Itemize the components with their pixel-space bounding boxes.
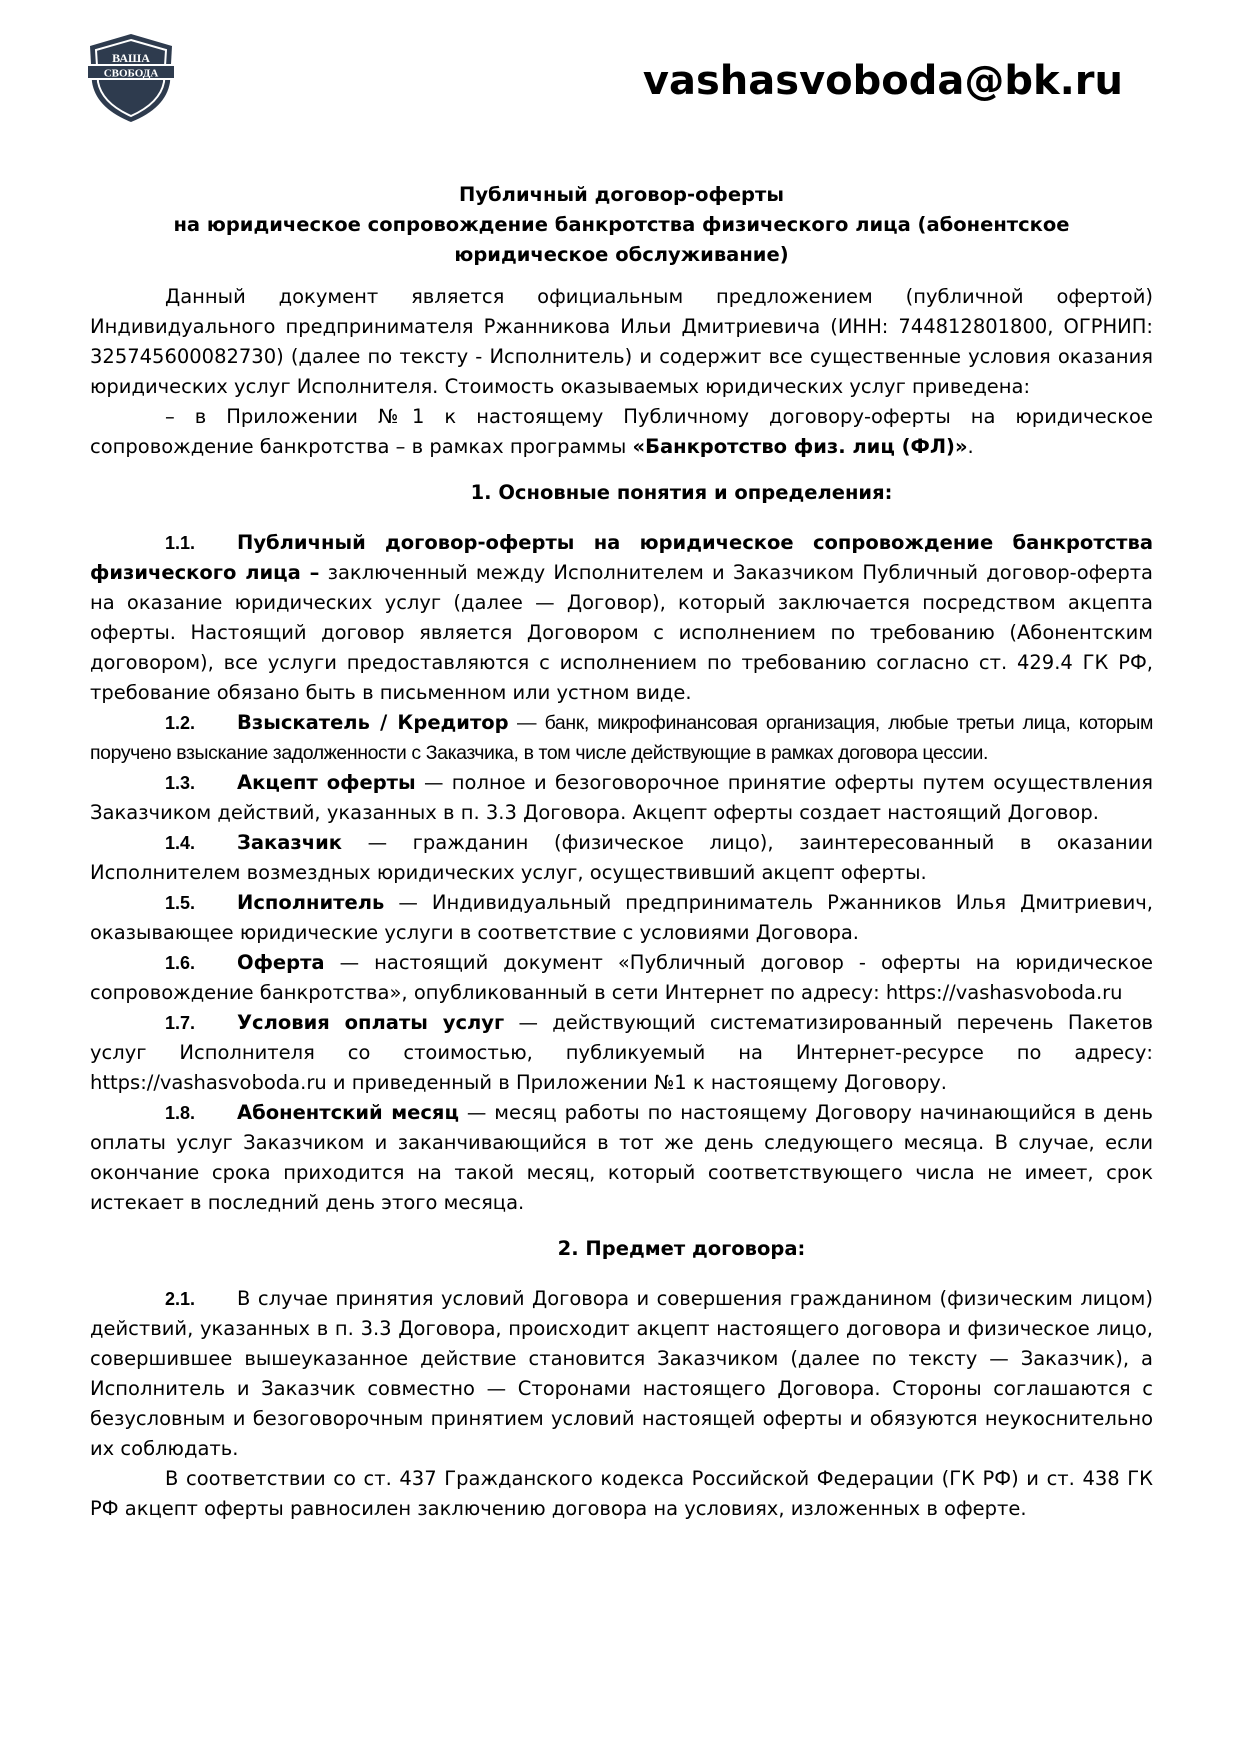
definition-1-6	[90, 948, 1153, 1008]
definition-number: 1.3.	[165, 773, 196, 793]
logo	[86, 32, 176, 124]
title-line-3: юридическое обслуживание)	[454, 243, 789, 266]
definition-1-5	[90, 888, 1153, 948]
intro-price-end: .	[967, 435, 974, 458]
clause-text: В случае принятия условий Договора и совершения гражданином (физическим лицом) действий, указанных в п. 3.3 Договора, происходит акцепт настоящего договора и физическое лицо, совершившее вышеуказанное действие становится Заказчиком (далее по тексту — Заказчик), а Исполнитель и Заказчик совместно — Сторонами настоящего Договора. Стороны соглашаются с безусловным и безоговорочным принятием условий настоящей оферты и обязуются неукоснительно их соблюдать.	[90, 1287, 1153, 1460]
definition-number: 1.4.	[165, 833, 196, 853]
intro-price-paragraph	[90, 402, 1153, 462]
definition-number: 1.1.	[165, 533, 196, 553]
definition-text: — Индивидуальный предприниматель Ржанников Илья Дмитриевич, оказывающее юридические услуги в соответствие с условиями Договора.	[90, 891, 1153, 944]
definition-number: 1.2.	[165, 713, 196, 733]
definition-number: 1.5.	[165, 893, 196, 913]
logo-text-bottom: СВОБОДА	[103, 67, 159, 80]
definition-1-1	[90, 528, 1153, 708]
definition-text: — полное и безоговорочное принятие оферты путем осуществления Заказчиком действий, указанных в п. 3.3 Договора. Акцепт оферты создает настоящий Договор.	[90, 771, 1153, 824]
definition-term: Условия оплаты услуг	[237, 1011, 505, 1034]
definition-text: — настоящий документ «Публичный договор - оферты на юридическое сопровождение банкротства», опубликованный в сети Интернет по адресу: https://vashasvoboda.ru	[90, 951, 1153, 1004]
document-body	[90, 282, 1153, 1524]
definition-text: — месяц работы по настоящему Договору начинающийся в день оплаты услуг Заказчиком и заканчивающийся в тот же день следующего месяца. В случае, если окончание срока приходится на такой месяц, который соответствующего числа не имеет, срок истекает в последний день этого месяца.	[90, 1101, 1154, 1214]
intro-paragraph: Данный документ является официальным предложением (публичной офертой) Индивидуального предпринимателя Ржанникова Ильи Дмитриевича (ИНН: 744812801800, ОГРНИП: 325745600082730) (далее по тексту - Исполнитель) и содержит все существенные условия оказания юридических услуг Исполнителя. Стоимость оказываемых юридических услуг приведена:	[90, 285, 1153, 398]
clause-2-1-continuation: В соответствии со ст. 437 Гражданского кодекса Российской Федерации (ГК РФ) и ст. 438 ГК РФ акцепт оферты равносилен заключению договора на условиях, изложенных в оферте.	[90, 1467, 1153, 1520]
definition-1-4	[90, 828, 1153, 888]
definition-text: — гражданин (физическое лицо), заинтересованный в оказании Исполнителем возмездных юридических услуг, осуществивший акцепт оферты.	[90, 831, 1153, 884]
definition-term: Заказчик	[237, 831, 343, 854]
definition-text: — действующий систематизированный перечень Пакетов услуг Исполнителя со стоимостью, публикуемый на Интернет-ресурсе по адресу: https://vashasvoboda.ru и приведенный в Приложении №1 к настоящему Договору.	[90, 1011, 1153, 1094]
logo-text-top: ВАША	[112, 51, 150, 65]
document-title	[90, 180, 1153, 270]
definition-1-7	[90, 1008, 1153, 1098]
definition-term: Публичный договор-оферты на юридическое сопровождение банкротства физического лица –	[90, 531, 1153, 584]
title-line-1: Публичный договор-оферты	[459, 183, 784, 206]
shield-icon	[86, 32, 176, 124]
program-name: «Банкротство физ. лиц (ФЛ)»	[632, 435, 968, 458]
definition-term: Взыскатель / Кредитор	[237, 711, 509, 734]
definition-term: Оферта	[237, 951, 325, 974]
header-email[interactable]: vashasvoboda@bk.ru	[642, 58, 1123, 104]
definition-number: 1.8.	[165, 1103, 196, 1123]
section-1-heading: 1. Основные понятия и определения:	[470, 481, 893, 504]
definition-text: заключенный между Исполнителем и Заказчиком Публичный договор-оферта на оказание юридических услуг (далее — Договор), который заключается посредством акцепта оферты. Настоящий договор является Договором с исполнением по требованию (Абонентским договором), все услуги предоставляются с исполнением по требованию согласно ст. 429.4 ГК РФ, требование обязано быть в письменном или устном виде.	[90, 561, 1154, 704]
section-2-heading: 2. Предмет договора:	[557, 1237, 806, 1260]
definition-term: Исполнитель	[237, 891, 385, 914]
definition-number: 1.7.	[165, 1013, 196, 1033]
definition-1-2	[90, 708, 1153, 768]
title-line-2: на юридическое сопровождение банкротства физического лица (абонентское	[173, 213, 1070, 236]
definition-term: Акцепт оферты	[237, 771, 416, 794]
clause-2-1	[90, 1284, 1153, 1464]
intro-price-text: – в Приложении №1 к настоящему Публичному договору-оферты на юридическое сопровождение банкротства – в рамках программы	[90, 405, 1153, 458]
definition-1-8	[90, 1098, 1153, 1218]
definition-number: 1.6.	[165, 953, 196, 973]
definition-term: Абонентский месяц	[237, 1101, 459, 1124]
definition-1-3	[90, 768, 1153, 828]
clause-number: 2.1.	[165, 1289, 196, 1309]
definition-text: — банк, микрофинансовая организация, любые третьи лица, которым поручено взыскание задолженности с Заказчика, в том числе действующие в рамках договора цессии.	[90, 712, 1153, 764]
